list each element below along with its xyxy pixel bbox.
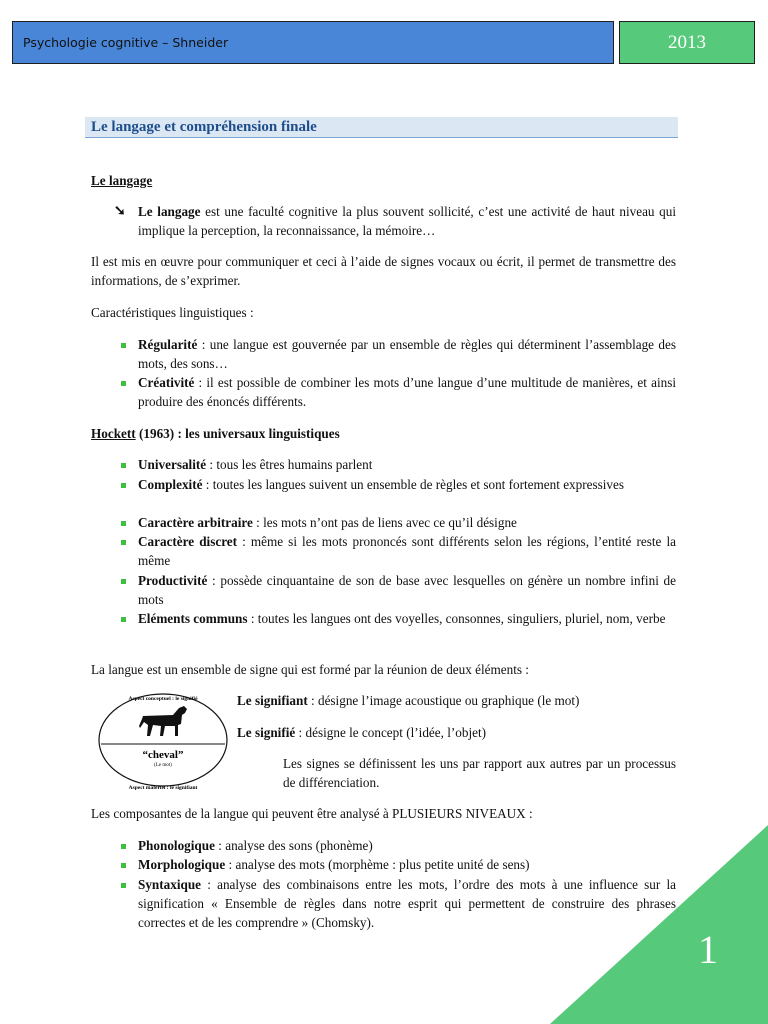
diagram-word: “cheval” [142, 749, 184, 761]
list-item: Caractère discret : même si les mots prononcés sont différents selon les régions, l’entité reste la même [138, 534, 676, 568]
paragraph-communication: Il est mis en œuvre pour communiquer et ceci à l’aide de signes vocaux ou écrit, il permet de transmettre des informations, de s’exprimer. [91, 254, 676, 288]
bullet-square-icon [121, 863, 126, 868]
list-item: Régularité : une langue est gouvernée par un ensemble de règles qui déterminent l’assemblage des mots, des sons… [138, 337, 676, 371]
heading-hockett: Hockett (1963) : les universaux linguistiques [91, 426, 340, 441]
bullet-square-icon [121, 617, 126, 622]
signe-diagram-svg [95, 688, 231, 790]
list-item: Eléments communs : toutes les langues ont des voyelles, consonnes, singuliers, pluriel, nom, verbe [138, 611, 666, 626]
bullet-square-icon [121, 343, 126, 348]
signe-diagram [95, 688, 231, 790]
intro-bold: Le langage [138, 204, 201, 219]
signe-intro: La langue est un ensemble de signe qui est formé par la réunion de deux éléments : [91, 662, 529, 677]
intro-paragraph [91, 202, 676, 240]
year-label: 2013 [668, 32, 706, 53]
heading-langage: Le langage [91, 173, 153, 188]
list-item: Phonologique : analyse des sons (phonème) [138, 838, 373, 853]
signifie-definition: Le signifié : désigne le concept (l’idée, l’objet) [237, 725, 487, 740]
diagram-top-label: Aspect conceptuel : le signifié [128, 696, 198, 702]
bullet-square-icon [121, 883, 126, 888]
bullet-square-icon [121, 844, 126, 849]
list-item: Productivité : possède cinquantaine de son de base avec lesquelles on génère un nombre infini de mots [138, 573, 676, 607]
header-year-box [619, 21, 755, 64]
niveaux-intro: Les composantes de la langue qui peuvent être analysé à PLUSIEURS NIVEAUX : [91, 806, 533, 821]
intro-rest: est une faculté cognitive la plus souvent sollicité, c’est une activité de haut niveau qui implique la perception, la reconnaissance, la mémoire… [138, 204, 676, 238]
bullet-square-icon [121, 463, 126, 468]
list-item: Caractère arbitraire : les mots n’ont pas de liens avec ce qu’il désigne [138, 515, 517, 530]
signes-note: Les signes se définissent les uns par rapport aux autres par un processus de différenciation. [283, 756, 676, 790]
list-item: Syntaxique : analyse des combinaisons entre les mots, l’ordre des mots à une influence sur la signification « Ensemble de règles dans notre esprit qui permettent de construire des phrases correctes et de les comprendre » (Chomsky). [138, 877, 676, 930]
list-item: Morphologique : analyse des mots (morphème : plus petite unité de sens) [138, 857, 530, 872]
footer-triangle [550, 825, 768, 1024]
signifiant-definition: Le signifiant : désigne l’image acoustique ou graphique (le mot) [237, 693, 580, 708]
bullet-square-icon [121, 521, 126, 526]
header-title-box [12, 21, 614, 64]
bullet-square-icon [121, 540, 126, 545]
section-title: Le langage et compréhension finale [85, 117, 678, 138]
list-item: Créativité : il est possible de combiner les mots d’une langue d’une multitude de manières, et ainsi produire des énoncés différents. [138, 375, 676, 409]
bullet-square-icon [121, 579, 126, 584]
list-item: Universalité : tous les êtres humains parlent [138, 457, 373, 472]
bullet-square-icon [121, 381, 126, 386]
course-title: Psychologie cognitive – Shneider [23, 35, 229, 50]
diagram-bottom-label: Aspect matériel : le signifiant [128, 785, 198, 790]
caract-label: Caractéristiques linguistiques : [91, 305, 254, 320]
diagram-word-sub: (Le mot) [154, 763, 172, 768]
arrow-bullet-icon: ➘ [114, 204, 126, 219]
page-number: 1 [698, 927, 718, 972]
bullet-square-icon [121, 483, 126, 488]
list-item: Complexité : toutes les langues suivent un ensemble de règles et sont fortement expressives [138, 477, 624, 492]
